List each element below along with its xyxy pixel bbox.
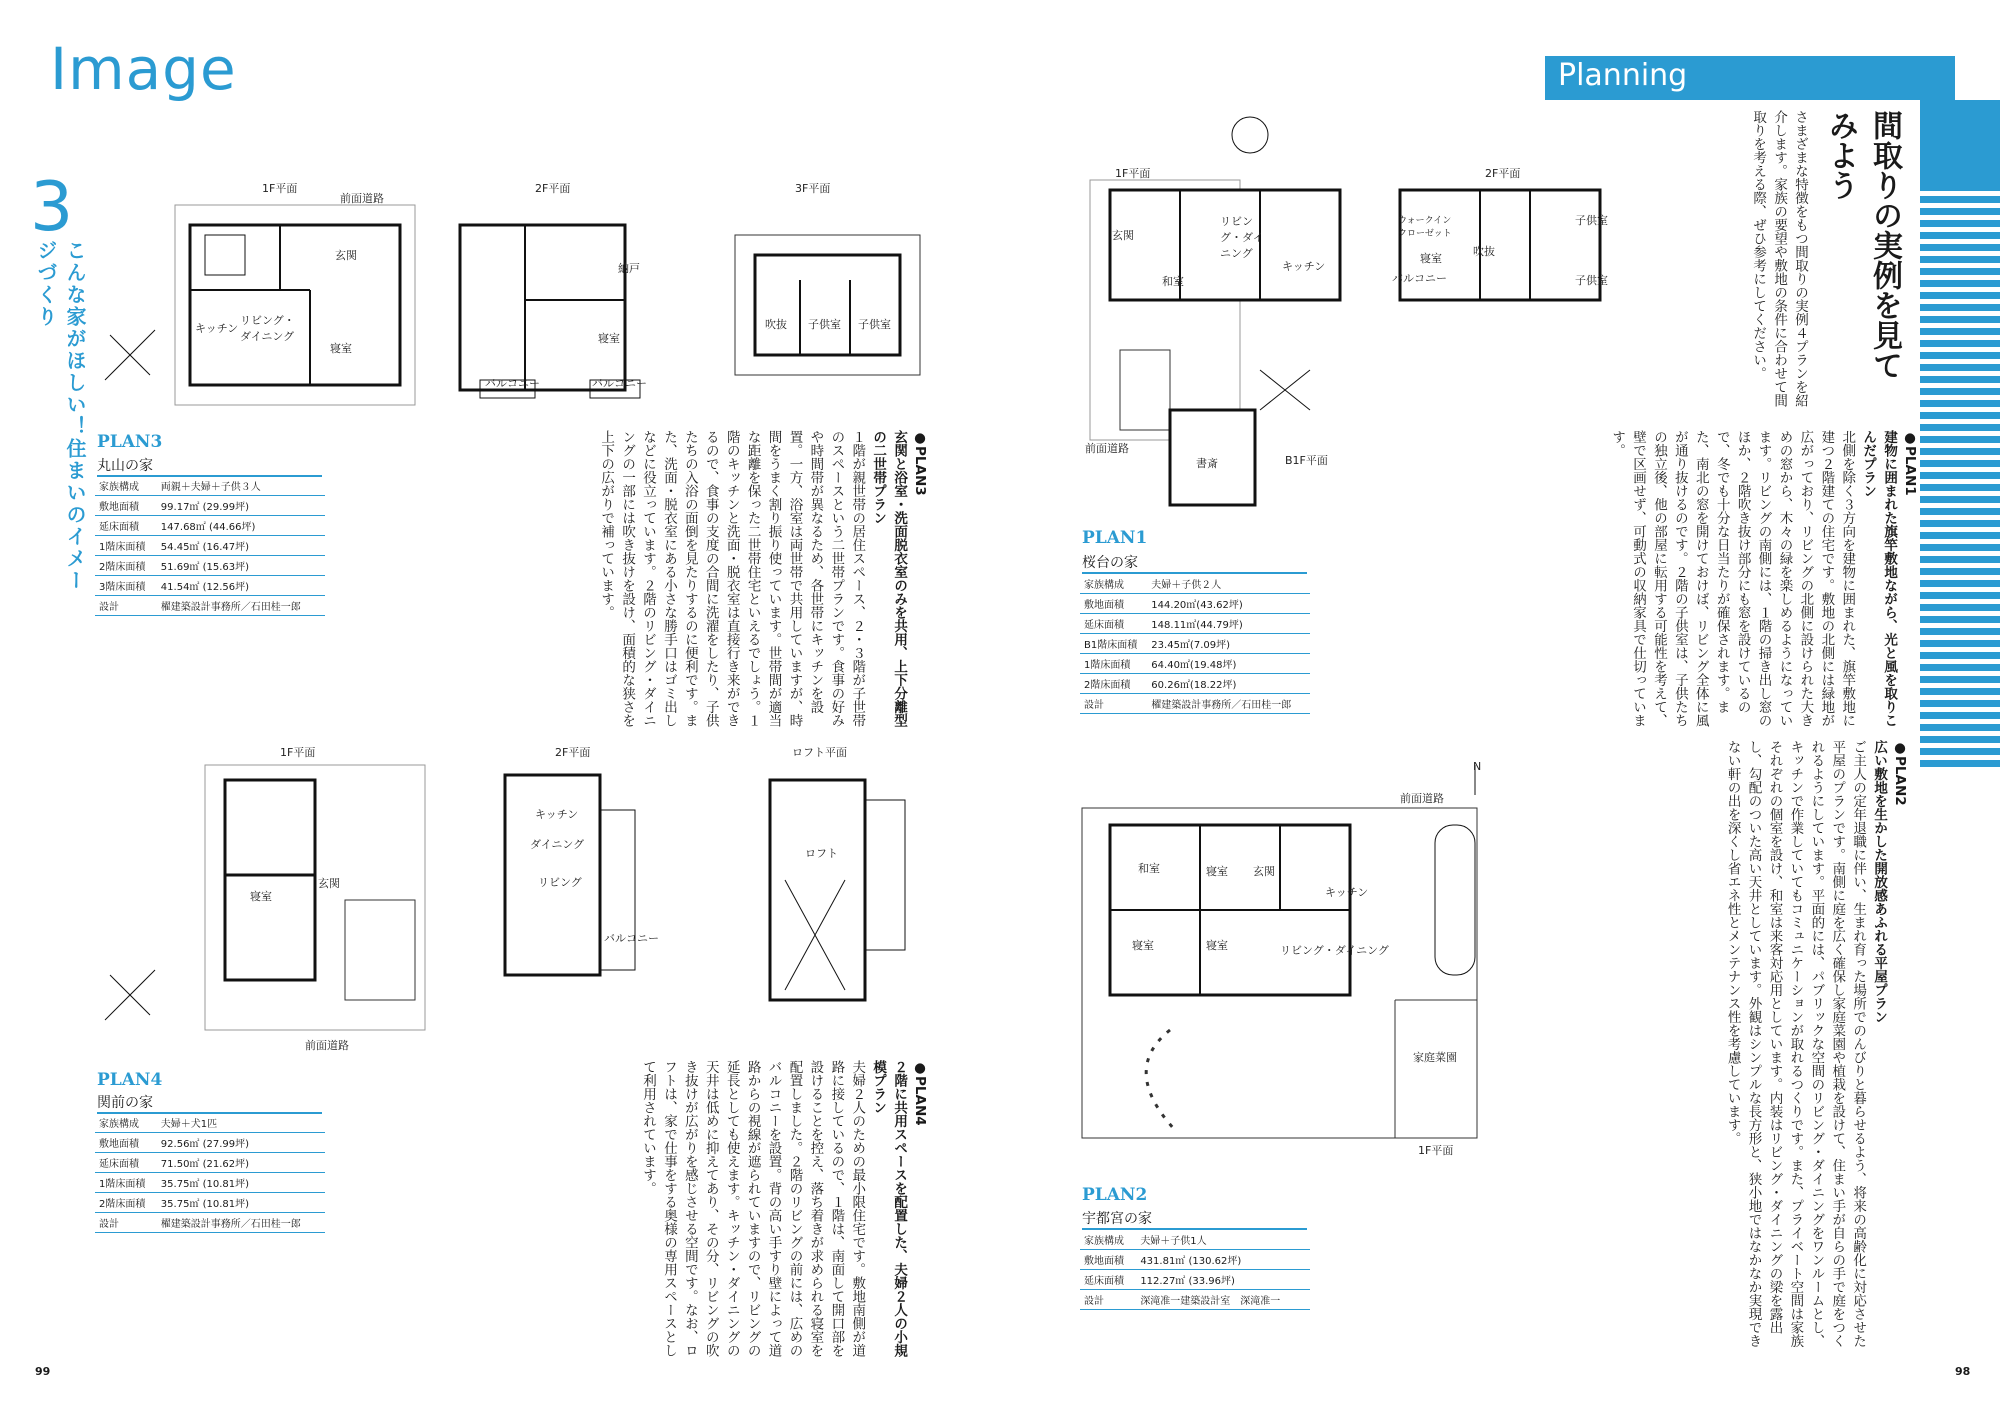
plan4-loft-room: ロフト bbox=[805, 847, 838, 860]
page-number-left: 99 bbox=[35, 1365, 51, 1378]
plan1-bedroom: 寝室 bbox=[1420, 252, 1442, 265]
spec-value: 深滝准一建築設計室 深滝准一 bbox=[1136, 1290, 1310, 1310]
spec-key: 敷地面積 bbox=[1080, 594, 1147, 614]
plan3-fukinuke: 吹抜 bbox=[765, 318, 787, 331]
spec-key: 延床面積 bbox=[95, 516, 157, 536]
spec-key: 家族構成 bbox=[1080, 574, 1147, 594]
plan3-2f-label: 2F平面 bbox=[535, 182, 571, 195]
spec-value: 60.26㎡(18.22坪) bbox=[1147, 674, 1310, 694]
plan3-kitchen: キッチン bbox=[195, 322, 239, 335]
spec-value: 64.40㎡(19.48坪) bbox=[1147, 654, 1310, 674]
spec-value: 両親＋夫婦＋子供３人 bbox=[157, 476, 325, 496]
plan3-bedroom: 寝室 bbox=[330, 342, 352, 355]
plan2-living: リビング・ダイニング bbox=[1280, 944, 1389, 957]
plan2-bedroom3: 寝室 bbox=[1206, 939, 1228, 952]
plan3-3f-label: 3F平面 bbox=[795, 182, 831, 195]
intro-heading: 間取りの実例を見てみよう bbox=[1823, 110, 1902, 380]
plan1-washitsu: 和室 bbox=[1162, 275, 1184, 288]
plan3-living: リビング・ダイニング bbox=[240, 314, 295, 343]
plan1-fukinuke: 吹抜 bbox=[1473, 245, 1495, 258]
spec-key: 設計 bbox=[1080, 1290, 1136, 1310]
plan3-spec-table bbox=[95, 476, 325, 616]
plan2-bedroom2: 寝室 bbox=[1132, 939, 1154, 952]
plan4-1f-label: 1F平面 bbox=[280, 746, 316, 759]
chapter-title: こんな家がほしい！住まいのイメージづくり bbox=[34, 240, 87, 592]
plan4-2f-label: 2F平面 bbox=[555, 746, 591, 759]
spec-value: 51.69㎡ (15.63坪) bbox=[157, 556, 325, 576]
spec-value: 431.81㎡ (130.62坪) bbox=[1136, 1250, 1310, 1270]
plan2-garden: 家庭菜園 bbox=[1413, 1051, 1457, 1064]
plan4-loft-label: ロフト平面 bbox=[792, 746, 847, 759]
plan1-genkan: 玄関 bbox=[1112, 229, 1134, 242]
plan3-kids1: 子供室 bbox=[808, 318, 841, 331]
spec-key: 家族構成 bbox=[95, 1113, 157, 1133]
spec-key: 家族構成 bbox=[95, 476, 157, 496]
spec-key: 2階床面積 bbox=[1080, 674, 1147, 694]
spec-value: 夫婦＋犬1匹 bbox=[157, 1113, 325, 1133]
spec-key: B1階床面積 bbox=[1080, 634, 1147, 654]
plan2-washitsu: 和室 bbox=[1138, 862, 1160, 875]
spec-value: 148.11㎡(44.79坪) bbox=[1147, 614, 1310, 634]
plan4-dining: ダイニング bbox=[530, 838, 585, 851]
plan1-subheading: 建物に囲まれた旗竿敷地ながら、光と風を取りこんだプラン bbox=[1860, 430, 1898, 727]
table-row bbox=[1080, 634, 1310, 654]
spec-key: 延床面積 bbox=[1080, 1270, 1136, 1290]
chapter-number: 3 bbox=[30, 168, 74, 247]
spec-key: 設計 bbox=[95, 596, 157, 616]
spec-value: 144.20㎡(43.62坪) bbox=[1147, 594, 1310, 614]
spec-value: 35.75㎡ (10.81坪) bbox=[157, 1193, 325, 1213]
plan1-kitchen: キッチン bbox=[1282, 260, 1326, 273]
table-row bbox=[95, 496, 325, 516]
plan1-b1-label: B1F平面 bbox=[1285, 454, 1328, 467]
plan2-genkan: 玄関 bbox=[1253, 865, 1275, 878]
plan2-column bbox=[1640, 740, 1910, 1350]
plan3-column bbox=[430, 430, 930, 730]
spec-key: 延床面積 bbox=[1080, 614, 1147, 634]
plan1-kids2: 子供室 bbox=[1575, 274, 1608, 287]
table-row bbox=[1080, 1290, 1310, 1310]
plan1-living: リビング・ダイニング bbox=[1220, 215, 1264, 260]
plan2-body: ご主人の定年退職に伴い、生まれ育った場所でのんびりと暮らせるよう、将来の高齢化に対応させた平屋のプランです。南側に庭を広く確保し家庭菜園や植栽を設けて、住まい手が自らの手で庭をつくれるようにしています。平面的には、パブリックな空間のリビング・ダイニングをワンルームとし、キッチンで作業していてもコミュニケーションが取れるつくりです。また、プライベート空間は家族それぞれの個室を設け、和室は来客対応用としています。内装はリビング・ダイニングの梁を露出し、勾配のついた高い天井としています。外観はシンプルな長方形と、狭小地ではなかなか実現できない軒の出を深くし省エネ性とメンテナンス性を考慮しています。 bbox=[1724, 740, 1867, 1348]
header-image-label: Image bbox=[50, 35, 237, 103]
table-row bbox=[95, 516, 325, 536]
decorative-stripes bbox=[1920, 100, 2000, 770]
table-row bbox=[1080, 594, 1310, 614]
plan1-balcony: バルコニー bbox=[1392, 272, 1447, 285]
plan3-balcony1: バルコニー bbox=[485, 377, 540, 390]
spec-value: 櫂建築設計事務所／石田桂一郎 bbox=[157, 1213, 325, 1233]
spec-value: 92.56㎡ (27.99坪) bbox=[157, 1133, 325, 1153]
plan2-1f-label: 1F平面 bbox=[1418, 1144, 1454, 1157]
spec-key: 敷地面積 bbox=[95, 1133, 157, 1153]
plan3-subheading: 玄関と浴室・洗面脱衣室のみを共用、上下分離型の二世帯プラン bbox=[870, 430, 908, 727]
plan1-1f-label: 1F平面 bbox=[1115, 167, 1151, 180]
table-row bbox=[1080, 1270, 1310, 1290]
plan4-spec-table bbox=[95, 1113, 325, 1233]
spec-value: 71.50㎡ (21.62坪) bbox=[157, 1153, 325, 1173]
spec-key: 1階床面積 bbox=[95, 1173, 157, 1193]
table-row bbox=[1080, 1250, 1310, 1270]
plan3-body: １階が親世帯の居住スペース、２・３階が子世帯のスペースという二世帯プランです。食事の好みや時間帯が異なるため、各世帯にキッチンを設置。一方、浴室は両世帯で共用していますが、時間をうまく割り振り使っています。世帯間が適当な距離を保った二世帯住宅といえるでしょう。１階のキッチンと洗面・脱衣室は直接行き来ができるので、食事の支度の合間に洗濯をしたり、子供たちの入浴の面倒を見たりするのに便利です。また、洗面・脱衣室にある小さな勝手口はゴミ出しなどに役立っています。２階のリビング・ダイニングの一部には吹き抜けを設け、面積的な狭さを上下の広がりで補っています。 bbox=[598, 430, 866, 727]
plan1-column bbox=[1470, 430, 1920, 730]
table-row bbox=[95, 536, 325, 556]
plan4-genkan: 玄関 bbox=[318, 877, 340, 890]
plan2-north: N bbox=[1473, 760, 1482, 773]
plan3-road-label: 前面道路 bbox=[340, 192, 384, 205]
plan1-body: 北側を除く３方向を建物に囲まれた、旗竿敷地に建つ２階建ての住宅です。敷地の北側には緑地が広がっており、リビングの北側に設けられた大きめの窓から、木々の緑を楽しめるようになっています。リビングの南側には、１階の掃き出し窓のほか、２階吹き抜け部分にも窓を設けているので、冬でも十分な日当たりが確保されます。また、南北の窓を開けておけば、リビング全体に風が通り抜けるのです。２階の子供室は、子供たちの独立後、他の部屋に転用する可能性を考えて、壁で区画せず、可動式の収納家具で仕切っています。 bbox=[1609, 430, 1856, 727]
spec-key: 2階床面積 bbox=[95, 556, 157, 576]
plan2-subheading: 広い敷地を生かした開放感あふれる平屋プラン bbox=[1871, 740, 1888, 1024]
spec-value: 99.17㎡ (29.99坪) bbox=[157, 496, 325, 516]
plan3-title: PLAN3 bbox=[97, 432, 163, 452]
plan2-spec-table bbox=[1080, 1230, 1310, 1310]
table-row bbox=[95, 1193, 325, 1213]
plan4-title: PLAN4 bbox=[97, 1070, 163, 1090]
spec-key: 延床面積 bbox=[95, 1153, 157, 1173]
plan2-bedroom1: 寝室 bbox=[1206, 865, 1228, 878]
spec-key: 3階床面積 bbox=[95, 576, 157, 596]
table-row bbox=[1080, 654, 1310, 674]
spec-value: 147.68㎡ (44.66坪) bbox=[157, 516, 325, 536]
plan3-balcony2: バルコニー bbox=[592, 377, 647, 390]
table-row bbox=[1080, 1230, 1310, 1250]
intro-body: さまざまな特徴をもつ間取りの実例４プランを紹介します。家族の要望や敷地の条件に合わせて間取りを考える際、ぜひ参考にしてください。 bbox=[1750, 110, 1808, 407]
spec-value: 櫂建築設計事務所／石田桂一郎 bbox=[157, 596, 325, 616]
table-row bbox=[95, 1133, 325, 1153]
plan1-name: 桜台の家 bbox=[1082, 552, 1307, 574]
table-row bbox=[95, 576, 325, 596]
plan4-living: リビング bbox=[538, 876, 582, 889]
plan3-kids2: 子供室 bbox=[858, 318, 891, 331]
plan4-road: 前面道路 bbox=[305, 1039, 349, 1052]
table-row bbox=[95, 1173, 325, 1193]
table-row bbox=[95, 1153, 325, 1173]
plan3-genkan: 玄関 bbox=[335, 249, 357, 262]
table-row bbox=[1080, 614, 1310, 634]
plan1-spec-table bbox=[1080, 574, 1310, 714]
plan4-bedroom: 寝室 bbox=[250, 890, 272, 903]
plan1-2f-label: 2F平面 bbox=[1485, 167, 1521, 180]
spec-key: 設計 bbox=[1080, 694, 1147, 714]
plan4-body: 夫婦２人のための最小限住宅です。敷地南側が道路に接しているので、１階は、南面して開口部を設けることを控え、落ち着きが求められる寝室を配置しました。２階のリビングの前には、広めのバルコニーを設置。背の高い手すり壁によって道路からの視線が遮られていますので、リビングの延長としても使えます。キッチン・ダイニングの天井は低めに抑えてあり、その分、リビングの吹き抜けが広がりを感じさせる空間です。なお、ロフトは、家で仕事をする奥様の専用スペースとして利用されています。 bbox=[640, 1060, 866, 1357]
plan2-column-heading: ●PLAN2 bbox=[1892, 740, 1908, 806]
spec-key: 2階床面積 bbox=[95, 1193, 157, 1213]
table-row bbox=[95, 476, 325, 496]
planning-label: Planning bbox=[1558, 58, 1688, 93]
spec-value: 112.27㎡ (33.96坪) bbox=[1136, 1270, 1310, 1290]
spec-key: 敷地面積 bbox=[95, 496, 157, 516]
plan3-column-heading: ●PLAN3 bbox=[912, 430, 928, 496]
plan4-subheading: ２階に共用スペースを配置した、夫婦２人の小規模プラン bbox=[870, 1060, 908, 1357]
plan4-kitchen: キッチン bbox=[535, 808, 579, 821]
spec-key: 設計 bbox=[95, 1213, 157, 1233]
plan4-column-heading: ●PLAN4 bbox=[912, 1060, 928, 1126]
plan1-column-heading: ●PLAN1 bbox=[1902, 430, 1918, 496]
table-row bbox=[1080, 574, 1310, 594]
plan4-column bbox=[500, 1060, 930, 1360]
spec-value: 35.75㎡ (10.81坪) bbox=[157, 1173, 325, 1193]
spec-value: 櫂建築設計事務所／石田桂一郎 bbox=[1147, 694, 1310, 714]
table-row bbox=[95, 556, 325, 576]
spec-value: 夫婦＋子供1人 bbox=[1136, 1230, 1310, 1250]
plan1-walkin: ウォークインクローゼット bbox=[1398, 216, 1452, 239]
spec-key: 1階床面積 bbox=[1080, 654, 1147, 674]
plan4-floorplans bbox=[95, 750, 935, 1050]
page-number-right: 98 bbox=[1955, 1365, 1971, 1378]
plan4-name: 関前の家 bbox=[97, 1092, 322, 1114]
table-row bbox=[95, 1213, 325, 1233]
spec-key: 家族構成 bbox=[1080, 1230, 1136, 1250]
spec-value: 41.54㎡ (12.56坪) bbox=[157, 576, 325, 596]
decorative-stripes-top bbox=[1920, 100, 2000, 190]
plan1-kids1: 子供室 bbox=[1575, 214, 1608, 227]
plan4-balcony: バルコニー bbox=[604, 932, 659, 945]
plan2-title: PLAN2 bbox=[1082, 1185, 1148, 1205]
spec-key: 1階床面積 bbox=[95, 536, 157, 556]
plan2-kitchen: キッチン bbox=[1325, 886, 1369, 899]
plan1-title: PLAN1 bbox=[1082, 528, 1148, 548]
spec-value: 23.45㎡(7.09坪) bbox=[1147, 634, 1310, 654]
table-row bbox=[1080, 674, 1310, 694]
table-row bbox=[1080, 694, 1310, 714]
plan3-bedroom2: 寝室 bbox=[598, 332, 620, 345]
spec-key: 敷地面積 bbox=[1080, 1250, 1136, 1270]
plan1-study: 書斎 bbox=[1196, 457, 1218, 470]
spec-value: 54.45㎡ (16.47坪) bbox=[157, 536, 325, 556]
plan3-nando: 納戸 bbox=[618, 262, 640, 275]
plan3-1f-label: 1F平面 bbox=[262, 182, 298, 195]
plan1-road: 前面道路 bbox=[1085, 442, 1129, 455]
table-row bbox=[95, 596, 325, 616]
plan2-road: 前面道路 bbox=[1400, 792, 1444, 805]
plan2-name: 宇都宮の家 bbox=[1082, 1208, 1307, 1230]
table-row bbox=[95, 1113, 325, 1133]
plan3-name: 丸山の家 bbox=[97, 455, 322, 477]
spec-value: 夫婦＋子供２人 bbox=[1147, 574, 1310, 594]
